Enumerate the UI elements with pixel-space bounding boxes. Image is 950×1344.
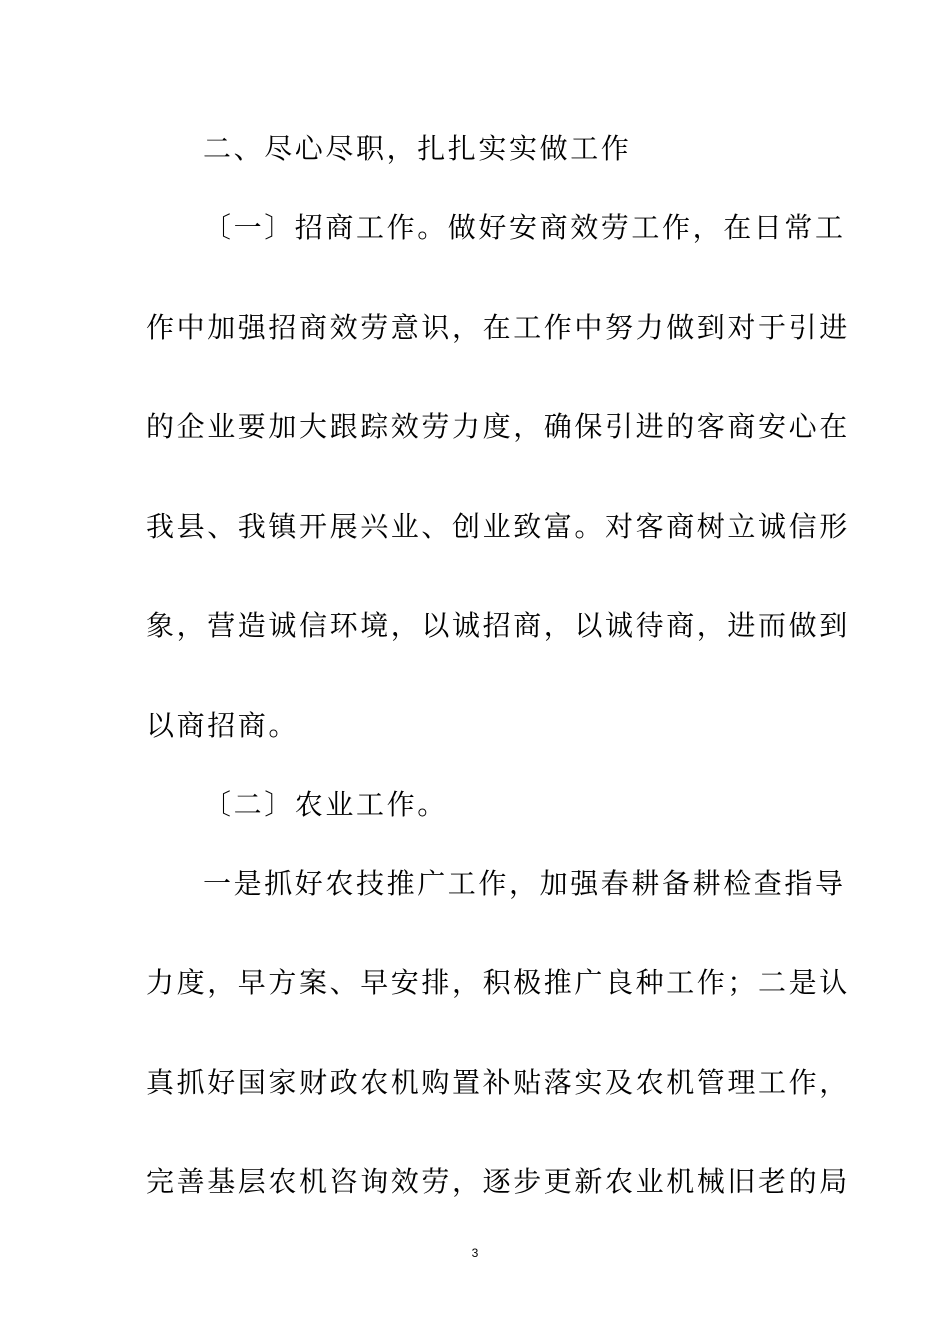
paragraph-line: 作中加强招商效劳意识，在工作中努力做到对于引进 xyxy=(146,311,850,344)
page-number: 3 xyxy=(471,1246,479,1260)
paragraph-line: 一是抓好农技推广工作，加强春耕备耕检查指导 xyxy=(203,867,846,900)
paragraph-line: 象，营造诚信环境，以诚招商，以诚待商，进而做到 xyxy=(146,609,850,642)
paragraph-line: 真抓好国家财政农机购置补贴落实及农机管理工作， xyxy=(146,1066,850,1099)
subsection-heading: 〔二〕农业工作。 xyxy=(203,788,448,821)
section-heading: 二、尽心尽职，扎扎实实做工作 xyxy=(203,132,632,165)
paragraph-line: 以商招商。 xyxy=(146,709,300,742)
paragraph-line: 的企业要加大跟踪效劳力度，确保引进的客商安心在 xyxy=(146,410,850,443)
paragraph-line: 〔一〕招商工作。做好安商效劳工作，在日常工 xyxy=(203,211,846,244)
paragraph-line: 力度，早方案、早安排，积极推广良种工作；二是认 xyxy=(146,966,850,999)
paragraph-line: 我县、我镇开展兴业、创业致富。对客商树立诚信形 xyxy=(146,510,850,543)
paragraph-line: 完善基层农机咨询效劳，逐步更新农业机械旧老的局 xyxy=(146,1165,850,1198)
